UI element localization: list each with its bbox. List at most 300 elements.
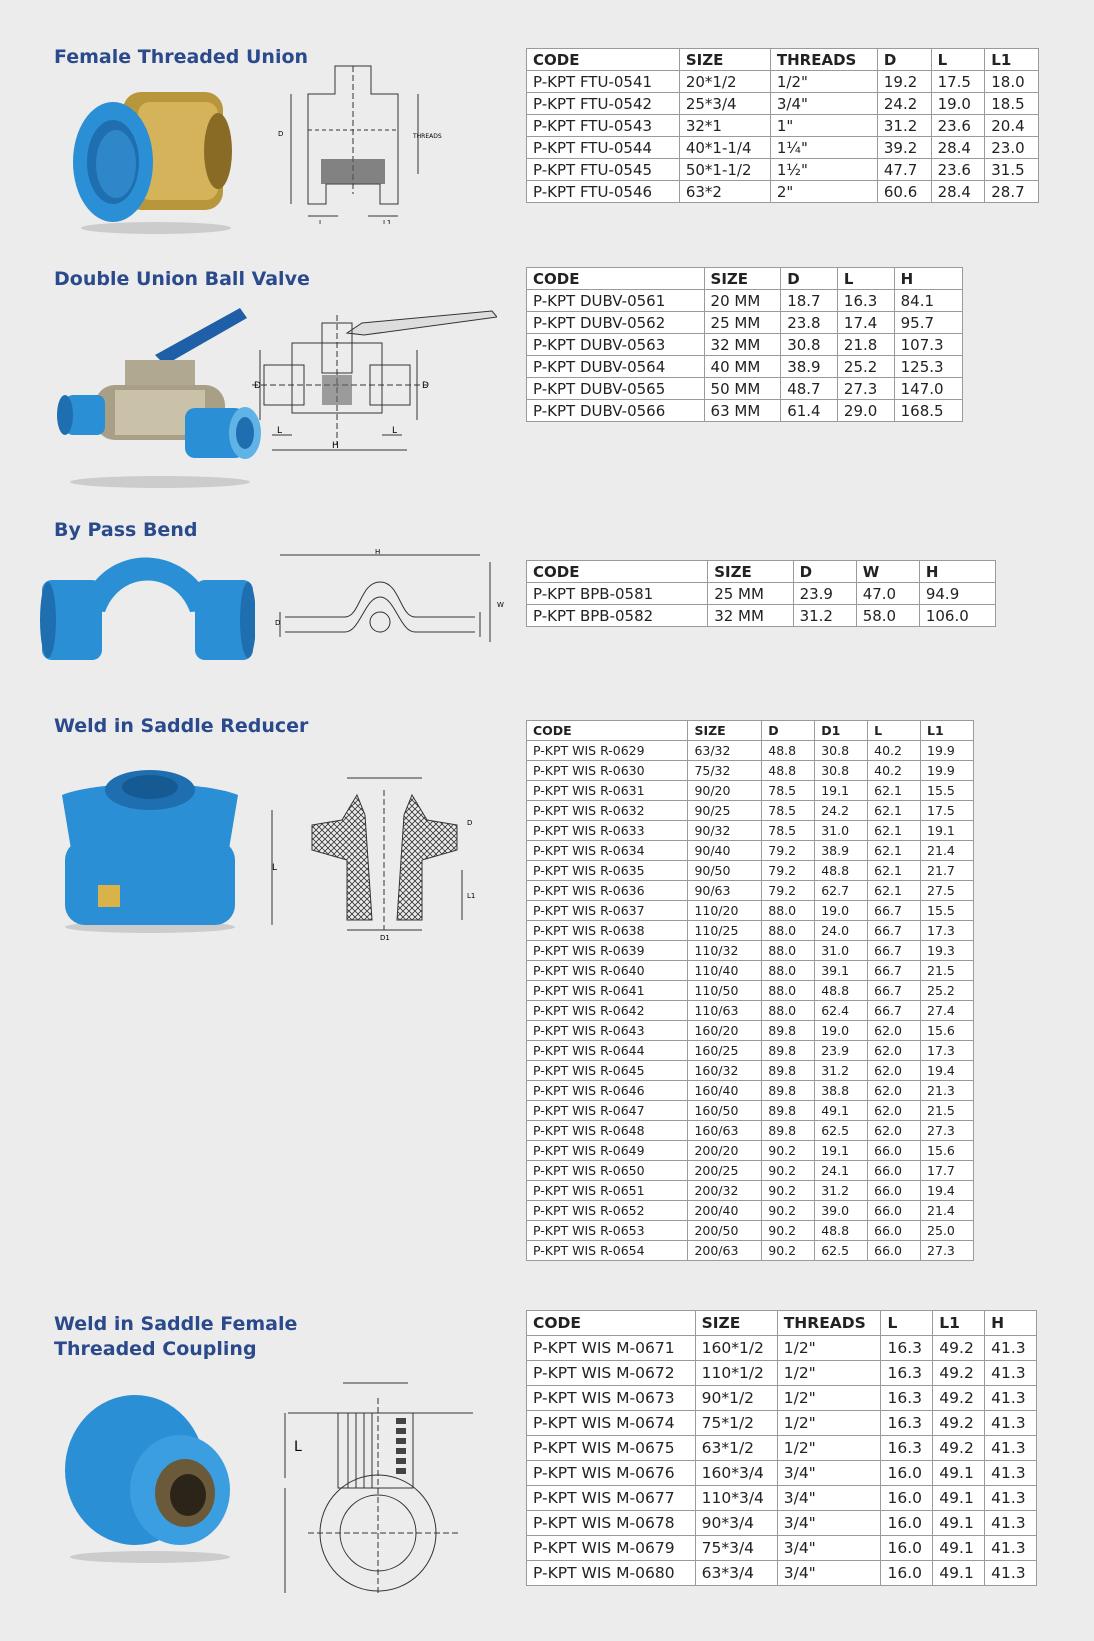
column-header: L1 (985, 49, 1039, 71)
table-row (527, 356, 963, 378)
table-cell: 41.3 (985, 1411, 1037, 1436)
table-cell: 66.7 (868, 1001, 921, 1021)
table-cell: 90.2 (762, 1201, 815, 1221)
table-cell: 21.4 (921, 1201, 974, 1221)
table-cell: 66.0 (868, 1221, 921, 1241)
drawing-label-d-right: D (422, 381, 429, 391)
table-cell: 19.9 (921, 761, 974, 781)
column-header: D (781, 268, 838, 290)
table-row (527, 861, 974, 881)
table-cell: 66.7 (868, 901, 921, 921)
table-cell: P-KPT WIS M-0678 (527, 1511, 696, 1536)
table-cell: 160/25 (688, 1041, 762, 1061)
table-cell: 60.6 (877, 181, 931, 203)
table-cell: 41.3 (985, 1361, 1037, 1386)
table-cell: 1/2" (777, 1336, 881, 1361)
table-cell: 63/32 (688, 741, 762, 761)
table-cell: 31.2 (877, 115, 931, 137)
table-cell: 38.8 (815, 1081, 868, 1101)
column-header: THREADS (770, 49, 877, 71)
table-cell: 66.0 (868, 1181, 921, 1201)
column-header: SIZE (679, 49, 770, 71)
table-cell: 3/4" (777, 1561, 881, 1586)
table-cell: P-KPT WIS R-0653 (527, 1221, 688, 1241)
table-cell: 61.4 (781, 400, 838, 422)
drawing-label-d1: D1 (380, 934, 390, 940)
drawing-label-d: D (467, 819, 473, 827)
table-cell: P-KPT WIS R-0645 (527, 1061, 688, 1081)
table-cell: 1/2" (777, 1386, 881, 1411)
table-cell: 106.0 (919, 605, 995, 627)
table-cell: 160*1/2 (695, 1336, 777, 1361)
table-cell: 16.0 (881, 1511, 933, 1536)
table-cell: P-KPT WIS R-0646 (527, 1081, 688, 1101)
table-cell: 41.3 (985, 1386, 1037, 1411)
table-cell: 41.3 (985, 1436, 1037, 1461)
table-cell: 62.0 (868, 1101, 921, 1121)
table-cell: 23.9 (815, 1041, 868, 1061)
table-cell: 30.8 (815, 741, 868, 761)
table-cell: 90/50 (688, 861, 762, 881)
table-cell: 50 MM (704, 378, 781, 400)
table-row (527, 312, 963, 334)
double-union-ball-valve-photo (55, 300, 265, 490)
table-cell: 25.2 (837, 356, 894, 378)
table-cell: 200/20 (688, 1141, 762, 1161)
table-cell: 88.0 (762, 981, 815, 1001)
section-title-wis-female-coupling-line2: Threaded Coupling (54, 1338, 257, 1360)
column-header: L (837, 268, 894, 290)
table-cell: 48.8 (815, 1221, 868, 1241)
table-cell: P-KPT WIS R-0650 (527, 1161, 688, 1181)
drawing-label-l: L (319, 219, 323, 224)
table-cell: 24.0 (815, 921, 868, 941)
table-cell: P-KPT WIS R-0634 (527, 841, 688, 861)
table-cell: 31.0 (815, 941, 868, 961)
table-cell: 200/50 (688, 1221, 762, 1241)
table-row (527, 1336, 1037, 1361)
table-cell: 19.3 (921, 941, 974, 961)
table-cell: P-KPT FTU-0546 (527, 181, 680, 203)
table-cell: P-KPT BPB-0581 (527, 583, 708, 605)
table-cell: 49.1 (933, 1461, 985, 1486)
table-row (527, 400, 963, 422)
section-title-wis-female-coupling-line1: Weld in Saddle Female (54, 1313, 298, 1335)
table-cell: 25.0 (921, 1221, 974, 1241)
column-header: D1 (815, 721, 868, 741)
table-cell: 160/50 (688, 1101, 762, 1121)
table-cell: 90.2 (762, 1221, 815, 1241)
column-header: CODE (527, 721, 688, 741)
table-cell: 110*3/4 (695, 1486, 777, 1511)
table-cell: 41.3 (985, 1561, 1037, 1586)
table-cell: 79.2 (762, 841, 815, 861)
table-cell: 23.0 (985, 137, 1039, 159)
table-cell: 38.9 (781, 356, 838, 378)
table-cell: 62.0 (868, 1061, 921, 1081)
table-cell: 110/50 (688, 981, 762, 1001)
table-cell: 47.0 (856, 583, 919, 605)
table-cell: 110/63 (688, 1001, 762, 1021)
table-cell: 110*1/2 (695, 1361, 777, 1386)
section-title-weld-in-saddle-reducer: Weld in Saddle Reducer (54, 715, 309, 737)
table-cell: P-KPT BPB-0582 (527, 605, 708, 627)
table-cell: 41.3 (985, 1536, 1037, 1561)
weld-in-saddle-reducer-table (526, 720, 974, 1261)
table-cell: 19.4 (921, 1181, 974, 1201)
table-row (527, 1021, 974, 1041)
table-cell: 1" (770, 115, 877, 137)
table-cell: 40.2 (868, 761, 921, 781)
column-header: W (856, 561, 919, 583)
table-cell: 90/40 (688, 841, 762, 861)
table-cell: 32 MM (708, 605, 793, 627)
table-row (527, 605, 996, 627)
table-row (527, 881, 974, 901)
table-cell: P-KPT DUBV-0565 (527, 378, 705, 400)
table-cell: 24.2 (815, 801, 868, 821)
wis-female-coupling-photo (60, 1395, 235, 1565)
table-row (527, 801, 974, 821)
table-cell: 88.0 (762, 1001, 815, 1021)
table-cell: 62.7 (815, 881, 868, 901)
table-cell: 62.1 (868, 821, 921, 841)
table-cell: 3/4" (777, 1511, 881, 1536)
table-cell: 17.7 (921, 1161, 974, 1181)
table-cell: 2" (770, 181, 877, 203)
table-cell: 1½" (770, 159, 877, 181)
table-cell: P-KPT WIS R-0639 (527, 941, 688, 961)
table-cell: 66.7 (868, 921, 921, 941)
table-cell: 49.2 (933, 1436, 985, 1461)
table-cell: 32 MM (704, 334, 781, 356)
table-row (527, 781, 974, 801)
table-cell: 31.2 (793, 605, 856, 627)
table-cell: 21.7 (921, 861, 974, 881)
table-cell: 28.7 (985, 181, 1039, 203)
table-cell: P-KPT WIS M-0676 (527, 1461, 696, 1486)
table-row (527, 137, 1039, 159)
table-cell: 17.5 (921, 801, 974, 821)
drawing-label-l: L (294, 1439, 302, 1455)
table-cell: P-KPT WIS R-0636 (527, 881, 688, 901)
table-cell: 16.3 (881, 1411, 933, 1436)
table-cell: 89.8 (762, 1101, 815, 1121)
table-cell: 18.7 (781, 290, 838, 312)
table-cell: 40*1-1/4 (679, 137, 770, 159)
table-cell: 21.3 (921, 1081, 974, 1101)
table-cell: 66.0 (868, 1201, 921, 1221)
table-cell: 62.1 (868, 841, 921, 861)
column-header: CODE (527, 268, 705, 290)
column-header: L1 (921, 721, 974, 741)
table-row (527, 1141, 974, 1161)
table-row (527, 981, 974, 1001)
table-cell: P-KPT WIS R-0644 (527, 1041, 688, 1061)
table-cell: 20 MM (704, 290, 781, 312)
table-cell: 16.3 (881, 1361, 933, 1386)
drawing-label-l-left: L (277, 426, 283, 436)
table-cell: 62.0 (868, 1041, 921, 1061)
table-cell: 62.1 (868, 781, 921, 801)
column-header: H (919, 561, 995, 583)
table-cell: 3/4" (777, 1486, 881, 1511)
table-cell: 75*3/4 (695, 1536, 777, 1561)
table-row (527, 378, 963, 400)
table-cell: 21.5 (921, 1101, 974, 1121)
table-cell: 48.8 (815, 861, 868, 881)
table-cell: 66.0 (868, 1241, 921, 1261)
table-cell: 63 MM (704, 400, 781, 422)
table-row (527, 115, 1039, 137)
table-row (527, 290, 963, 312)
table-cell: 90*1/2 (695, 1386, 777, 1411)
drawing-label-d: D (275, 619, 281, 627)
table-cell: P-KPT WIS M-0679 (527, 1536, 696, 1561)
table-cell: 28.4 (931, 181, 985, 203)
table-cell: 50*1-1/2 (679, 159, 770, 181)
table-cell: P-KPT WIS M-0672 (527, 1361, 696, 1386)
table-cell: P-KPT FTU-0544 (527, 137, 680, 159)
double-union-ball-valve-table (526, 267, 963, 422)
table-row (527, 761, 974, 781)
column-header: CODE (527, 49, 680, 71)
section-title-female-threaded-union: Female Threaded Union (54, 46, 309, 68)
table-cell: 39.1 (815, 961, 868, 981)
table-cell: 49.2 (933, 1361, 985, 1386)
table-cell: 23.6 (931, 159, 985, 181)
table-cell: 110/20 (688, 901, 762, 921)
table-cell: 16.3 (837, 290, 894, 312)
table-cell: 79.2 (762, 861, 815, 881)
table-cell: 63*2 (679, 181, 770, 203)
table-cell: P-KPT WIS R-0643 (527, 1021, 688, 1041)
table-cell: 1/2" (770, 71, 877, 93)
drawing-label-d: D (278, 130, 284, 138)
column-header: THREADS (777, 1311, 881, 1336)
table-cell: 39.0 (815, 1201, 868, 1221)
table-row (527, 181, 1039, 203)
table-row (527, 583, 996, 605)
table-cell: P-KPT DUBV-0566 (527, 400, 705, 422)
table-cell: P-KPT WIS R-0642 (527, 1001, 688, 1021)
drawing-label-l1: L1 (383, 219, 392, 224)
table-cell: 38.9 (815, 841, 868, 861)
table-cell: 25*3/4 (679, 93, 770, 115)
table-cell: 66.0 (868, 1141, 921, 1161)
table-cell: 17.5 (931, 71, 985, 93)
table-row (527, 1181, 974, 1201)
table-cell: 19.2 (877, 71, 931, 93)
table-cell: 168.5 (894, 400, 962, 422)
table-cell: 19.0 (931, 93, 985, 115)
table-row (527, 1411, 1037, 1436)
table-row (527, 921, 974, 941)
table-cell: 58.0 (856, 605, 919, 627)
table-cell: 110/25 (688, 921, 762, 941)
by-pass-bend-photo (40, 550, 255, 670)
table-cell: 19.4 (921, 1061, 974, 1081)
table-cell: 20.4 (985, 115, 1039, 137)
table-cell: 15.5 (921, 901, 974, 921)
table-cell: 16.0 (881, 1486, 933, 1511)
table-cell: 27.3 (921, 1121, 974, 1141)
wis-female-coupling-drawing (278, 1378, 478, 1598)
table-header-row (527, 1311, 1037, 1336)
table-cell: P-KPT WIS R-0633 (527, 821, 688, 841)
table-cell: 90.2 (762, 1161, 815, 1181)
table-cell: P-KPT FTU-0542 (527, 93, 680, 115)
table-cell: 24.2 (877, 93, 931, 115)
table-cell: P-KPT FTU-0545 (527, 159, 680, 181)
table-cell: 84.1 (894, 290, 962, 312)
table-cell: 20*1/2 (679, 71, 770, 93)
table-cell: 49.2 (933, 1386, 985, 1411)
table-cell: 160/20 (688, 1021, 762, 1041)
table-cell: 62.1 (868, 881, 921, 901)
column-header: H (985, 1311, 1037, 1336)
table-cell: 62.5 (815, 1241, 868, 1261)
table-cell: 110/32 (688, 941, 762, 961)
table-cell: 62.1 (868, 801, 921, 821)
drawing-label-l-right: L (392, 426, 398, 436)
table-row (527, 1486, 1037, 1511)
table-cell: 19.0 (815, 901, 868, 921)
table-cell: 200/40 (688, 1201, 762, 1221)
table-row (527, 1436, 1037, 1461)
table-cell: 75*1/2 (695, 1411, 777, 1436)
table-cell: 18.5 (985, 93, 1039, 115)
table-cell: 200/25 (688, 1161, 762, 1181)
column-header: SIZE (704, 268, 781, 290)
by-pass-bend-table (526, 560, 996, 627)
table-row (527, 1201, 974, 1221)
table-cell: 78.5 (762, 801, 815, 821)
table-cell: P-KPT WIS R-0631 (527, 781, 688, 801)
table-cell: P-KPT DUBV-0561 (527, 290, 705, 312)
table-cell: P-KPT WIS M-0680 (527, 1561, 696, 1586)
table-cell: 15.6 (921, 1141, 974, 1161)
table-cell: 27.3 (921, 1241, 974, 1261)
table-cell: 19.1 (921, 821, 974, 841)
table-cell: 1/2" (777, 1411, 881, 1436)
table-cell: 200/32 (688, 1181, 762, 1201)
table-cell: 49.1 (933, 1536, 985, 1561)
table-cell: P-KPT WIS M-0677 (527, 1486, 696, 1511)
table-cell: 30.8 (781, 334, 838, 356)
table-row (527, 901, 974, 921)
table-cell: 160/32 (688, 1061, 762, 1081)
column-header: L (931, 49, 985, 71)
table-cell: P-KPT DUBV-0562 (527, 312, 705, 334)
table-row (527, 1121, 974, 1141)
table-cell: P-KPT WIS M-0671 (527, 1336, 696, 1361)
table-cell: P-KPT WIS R-0648 (527, 1121, 688, 1141)
table-cell: 18.0 (985, 71, 1039, 93)
table-cell: 62.1 (868, 861, 921, 881)
table-cell: 66.7 (868, 981, 921, 1001)
table-cell: 88.0 (762, 921, 815, 941)
drawing-label-h: H (332, 441, 339, 451)
table-cell: 3/4" (777, 1461, 881, 1486)
table-header-row (527, 561, 996, 583)
column-header: CODE (527, 561, 708, 583)
table-cell: 90/25 (688, 801, 762, 821)
table-cell: 66.7 (868, 961, 921, 981)
table-cell: 16.0 (881, 1461, 933, 1486)
table-cell: 49.1 (933, 1486, 985, 1511)
table-row (527, 334, 963, 356)
table-cell: 21.5 (921, 961, 974, 981)
table-cell: 39.2 (877, 137, 931, 159)
section-title-by-pass-bend: By Pass Bend (54, 519, 198, 541)
table-cell: 16.3 (881, 1436, 933, 1461)
table-cell: 66.7 (868, 941, 921, 961)
table-cell: P-KPT WIS R-0640 (527, 961, 688, 981)
table-row (527, 71, 1039, 93)
table-cell: 147.0 (894, 378, 962, 400)
table-cell: 89.8 (762, 1021, 815, 1041)
table-cell: P-KPT WIS R-0635 (527, 861, 688, 881)
table-cell: 90/32 (688, 821, 762, 841)
table-cell: 94.9 (919, 583, 995, 605)
table-cell: 75/32 (688, 761, 762, 781)
table-row (527, 941, 974, 961)
table-cell: 41.3 (985, 1461, 1037, 1486)
table-row (527, 1041, 974, 1061)
table-cell: 21.8 (837, 334, 894, 356)
table-cell: P-KPT DUBV-0564 (527, 356, 705, 378)
table-cell: 16.3 (881, 1336, 933, 1361)
table-cell: 95.7 (894, 312, 962, 334)
table-row (527, 1561, 1037, 1586)
table-cell: 88.0 (762, 901, 815, 921)
table-cell: 90*3/4 (695, 1511, 777, 1536)
female-threaded-union-photo (68, 80, 243, 235)
table-cell: 48.8 (762, 741, 815, 761)
table-cell: 89.8 (762, 1041, 815, 1061)
column-header: L (868, 721, 921, 741)
column-header: L (881, 1311, 933, 1336)
table-cell: 27.3 (837, 378, 894, 400)
table-cell: P-KPT WIS R-0629 (527, 741, 688, 761)
table-cell: 15.6 (921, 1021, 974, 1041)
table-cell: 19.9 (921, 741, 974, 761)
table-row (527, 1241, 974, 1261)
table-cell: 16.3 (881, 1386, 933, 1411)
table-header-row (527, 721, 974, 741)
table-row (527, 741, 974, 761)
table-row (527, 1511, 1037, 1536)
table-cell: 48.8 (815, 981, 868, 1001)
table-row (527, 1081, 974, 1101)
table-cell: 62.0 (868, 1081, 921, 1101)
table-cell: P-KPT WIS R-0630 (527, 761, 688, 781)
section-title-double-union-ball-valve: Double Union Ball Valve (54, 268, 310, 290)
table-row (527, 821, 974, 841)
table-cell: 30.8 (815, 761, 868, 781)
column-header: D (793, 561, 856, 583)
table-cell: 62.5 (815, 1121, 868, 1141)
table-cell: 89.8 (762, 1081, 815, 1101)
table-cell: 48.7 (781, 378, 838, 400)
table-row (527, 1161, 974, 1181)
table-cell: 90.2 (762, 1181, 815, 1201)
table-cell: 1¼" (770, 137, 877, 159)
table-cell: P-KPT WIS M-0673 (527, 1386, 696, 1411)
drawing-label-w: W (497, 601, 504, 609)
table-cell: P-KPT WIS R-0654 (527, 1241, 688, 1261)
